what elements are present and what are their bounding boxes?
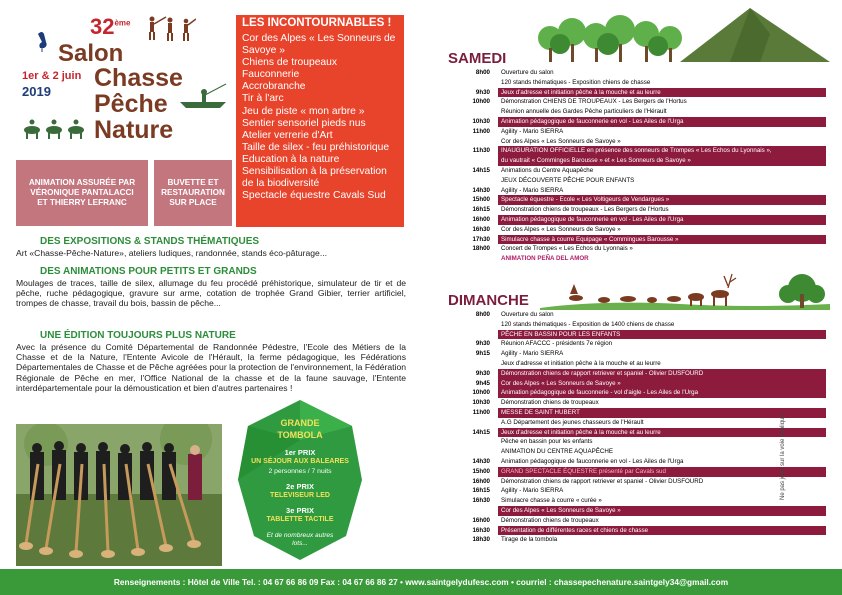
schedule-time: 10h00	[472, 389, 490, 397]
schedule-event: Cor des Alpes « Les Sonneurs de Savoye »	[498, 506, 826, 516]
schedule-event: Pêche en bassin pour les enfants	[501, 438, 593, 446]
samedi-schedule-row	[418, 137, 826, 147]
incontournable-item: Spectacle équestre Cavals Sud	[242, 190, 386, 202]
schedule-time: 14h30	[472, 457, 490, 465]
schedule-event: Démonstration chiens de rapport retriever et spaniel - Olivier DUSFOURD	[501, 477, 704, 485]
schedule-time: 14h15	[472, 428, 490, 436]
samedi-schedule-row	[418, 127, 826, 137]
schedule-time: 17h30	[472, 235, 490, 243]
alphorn-players-illustration	[16, 424, 222, 566]
schedule-event: 120 stands thématiques - Exposition chiens de chasse	[501, 78, 651, 86]
schedule-time: 15h00	[472, 467, 490, 475]
schedule-time: 16h00	[472, 477, 490, 485]
samedi-schedule-row	[418, 107, 826, 117]
incontournable-item: Tir à l'arc	[242, 93, 284, 105]
dimanche-schedule-row	[418, 516, 826, 526]
schedule-time: 16h30	[472, 497, 490, 505]
schedule-time: 9h30	[475, 369, 490, 377]
samedi-schedule-row	[418, 225, 826, 235]
schedule-event: Animation pédagogique de fauconnerie en vol - Les Ailes de l'Urga	[501, 457, 684, 465]
schedule-event: GRAND SPECTACLE ÉQUESTRE présenté par Cavals sud	[498, 467, 826, 477]
schedule-time: 18h30	[472, 536, 490, 544]
footer	[0, 569, 842, 595]
schedule-time: 10h30	[472, 399, 490, 407]
edition-number: 32	[90, 14, 115, 39]
prize-3-line: TABLETTE TACTILE	[266, 516, 334, 523]
schedule-time: 11h00	[472, 408, 490, 416]
animation-text: ANIMATION ASSURÉE PAR VÉRONIQUE PANTALACCI ET THIERRY LEFRANC	[28, 178, 136, 207]
schedule-event: Agility - Mario SIERRA	[501, 186, 564, 194]
samedi-schedule-row	[418, 235, 826, 245]
dimanche-schedule-row	[418, 339, 826, 349]
schedule-time: 10h30	[472, 117, 490, 125]
dimanche-title: DIMANCHE	[448, 292, 529, 309]
dimanche-schedule-row	[418, 379, 826, 389]
samedi-schedule-row	[418, 68, 826, 78]
footer-text: Renseignements : Hôtel de Ville Tel. : 04 67 66 86 09 Fax : 04 67 66 86 27 • www.saintgelydufesc.com • courriel : chassepechenature.saintgely34@gmail.com	[113, 577, 729, 587]
schedule-time: 16h00	[472, 516, 490, 524]
dimanche-schedule-row	[418, 349, 826, 359]
dimanche-schedule-row	[418, 506, 826, 516]
dimanche-schedule-row	[418, 486, 826, 496]
schedule-time: 14h15	[472, 166, 490, 174]
schedule-time: 11h00	[472, 127, 490, 135]
incontournable-item: Taille de silex - feu préhistorique	[242, 141, 390, 153]
prize-1-line1: UN SÉJOUR AUX BALEARES	[251, 458, 349, 465]
dimanche-schedule-row	[418, 408, 826, 418]
schedule-time: 9h30	[475, 88, 490, 96]
dimanche-schedule-row	[418, 496, 826, 506]
edition-title: UNE ÉDITION TOUJOURS PLUS NATURE	[40, 330, 236, 341]
schedule-event: Cor des Alpes « Les Sonneurs de Savoye »	[498, 379, 826, 389]
buvette-text: BUVETTE ET RESTAURATION SUR PLACE	[161, 178, 225, 207]
tombola-more: Et de nombreux autres lots...	[266, 532, 334, 547]
dimanche-schedule-row	[418, 310, 826, 320]
schedule-event: MESSE DE SAINT HUBERT	[498, 408, 826, 418]
incontournable-item: Chiens de troupeaux	[242, 57, 338, 69]
hunters-silhouette-icon	[146, 14, 196, 42]
samedi-schedule-row	[418, 117, 826, 127]
incontournable-item: Sensibilisation à la préservation de la biodiversité	[242, 166, 387, 190]
schedule-event: JEUX DÉCOUVERTE PÊCHE POUR ENFANTS	[501, 176, 635, 184]
schedule-event: Réunion AFACCC - présidents 7e région	[501, 340, 613, 348]
samedi-schedule-row	[418, 176, 826, 186]
dimanche-schedule-row	[418, 457, 826, 467]
schedule-time: 16h00	[472, 215, 490, 223]
schedule-event: Démonstration chiens de troupeaux	[501, 516, 599, 524]
hunting-horses-icon	[22, 112, 92, 142]
schedule-event: Démonstration chiens de troupeaux	[501, 399, 599, 407]
schedule-event: Jeux d'adresse et initiation pêche à la mouche et au leurre	[501, 359, 661, 367]
tombola-badge	[238, 400, 362, 560]
samedi-schedule-row	[418, 254, 826, 264]
schedule-event: Concert de Trompes « Les Echos du Lyonnais »	[501, 245, 633, 253]
schedule-event: Agility - Mario SIERRA	[501, 350, 564, 358]
dimanche-schedule-row	[418, 398, 826, 408]
schedule-event: Cor des Alpes « Les Sonneurs de Savoye »	[501, 225, 621, 233]
schedule-time: 16h15	[472, 206, 490, 214]
schedule-event: Simulacre chasse à courre Equipage « Commingues Barousse »	[498, 235, 826, 245]
incontournable-item: Cor des Alpes « Les Sonneurs de Savoye »	[242, 33, 396, 57]
dimanche-schedule-row	[418, 330, 826, 340]
samedi-schedule-row	[418, 78, 826, 88]
samedi-schedule-row	[418, 166, 826, 176]
samedi-schedule	[418, 68, 826, 264]
prize-2-rank: 2e PRIX	[286, 482, 314, 491]
schedule-event: INAUGURATION OFFICIELLE en présence des sonneurs de Trompes « Les Echos du Lyonnais »,	[498, 146, 826, 156]
incontournable-item: Sentier sensoriel pieds nus	[242, 117, 366, 129]
logo	[18, 14, 233, 154]
forest-mountain-illustration	[530, 4, 830, 62]
buvette-box	[154, 160, 232, 226]
schedule-event: Réunion annuelle des Gardes Pêche particuliers de l'Hérault	[501, 108, 667, 116]
alphorn-photo	[16, 424, 222, 566]
schedule-event: ANIMATION DU CENTRE AQUAPÊCHE	[501, 448, 613, 456]
expo-title: DES EXPOSITIONS & STANDS THÉMATIQUES	[40, 236, 260, 247]
schedule-time: 18h00	[472, 245, 490, 253]
prize-1-line2: 2 personnes / 7 nuits	[268, 468, 332, 475]
schedule-event: Démonstration chiens de rapport retriever et spaniel - Olivier DUSFOURD	[498, 369, 826, 379]
schedule-event: Ouverture du salon	[501, 311, 554, 318]
logo-nature: Nature	[94, 116, 174, 144]
dimanche-schedule-row	[418, 447, 826, 457]
logo-year: 2019	[22, 84, 51, 99]
edition-text: Avec la présence du Comité Départemental de Randonnée Pédestre, l'Ecole des Métiers de la Chasse et de la Nature, l'Entente Avicole de l'Hérault, la ferme pédagogique, les Fédérations Départementales de Chasse et de Pêche agréées pour la protection de l'environnement, la Fédération Régionale de Pêche en mer, l'Office National de la chasse et de la faune sauvage, l'Entente interdépartementale pour la démoustication et bien d'autres partenaires !	[16, 342, 406, 393]
samedi-schedule-row	[418, 205, 826, 215]
schedule-event: Simulacre chasse à courre « curée »	[501, 497, 602, 505]
schedule-time: 15h00	[472, 196, 490, 204]
schedule-event: Présentation de différentes races et chiens de chasse	[498, 526, 826, 536]
schedule-event: 120 stands thématiques - Exposition de 1400 chiens de chasse	[501, 320, 675, 328]
schedule-event: Démonstration CHIENS DE TROUPEAUX - Les Bergers de l'Hortus	[501, 98, 687, 106]
incontournable-item: Accrobranche	[242, 81, 306, 93]
animations-text: Moulages de traces, taille de silex, allumage du feu procédé préhistorique, simulateur de tir et de pêche, ruche pédagogique, gravure sur arme, cotation de trophée Grand Gibier, terrier artificiel, trompes de chasse, travail du bois, bassin de pêche...	[16, 278, 406, 309]
schedule-event: Cor des Alpes « Les Sonneurs de Savoye »	[501, 137, 621, 145]
schedule-event: Démonstration chiens de troupeaux - Les Bergers de l'Hortus	[501, 206, 669, 214]
schedule-time: 9h15	[475, 350, 490, 358]
prize-3-rank: 3e PRIX	[286, 506, 314, 515]
incontournables-title: LES INCONTOURNABLES !	[242, 17, 392, 29]
fisherman-boat-icon	[178, 82, 228, 110]
dimanche-schedule-row	[418, 369, 826, 379]
dimanche-schedule-row	[418, 437, 826, 447]
schedule-event: Ouverture du salon	[501, 69, 554, 76]
schedule-time: 9h30	[475, 340, 490, 348]
tombola-title-1: GRANDE	[280, 418, 320, 428]
dimanche-schedule-row	[418, 477, 826, 487]
schedule-event: du vautrait « Comminges Barousse » et « Les Sonneurs de Savoye »	[498, 156, 826, 166]
schedule-time: 16h15	[472, 487, 490, 495]
schedule-event: Tirage de la tombola	[501, 536, 558, 544]
dimanche-schedule-row	[418, 359, 826, 369]
samedi-schedule-row	[418, 244, 826, 254]
schedule-time: 16h30	[472, 225, 490, 233]
dimanche-schedule-row	[418, 428, 826, 438]
tombola-title-2: TOMBOLA	[277, 430, 323, 440]
schedule-event: Animation pédagogique de fauconnerie en vol - Les Ailes de l'Urga	[498, 117, 826, 127]
incontournable-item: Jeu de piste « mon arbre »	[242, 105, 365, 117]
animation-box	[16, 160, 148, 226]
schedule-time: 11h30	[472, 147, 490, 155]
prize-1-rank: 1er PRIX	[284, 448, 316, 457]
dimanche-schedule-row	[418, 320, 826, 330]
samedi-schedule-row	[418, 215, 826, 225]
samedi-schedule-row	[418, 97, 826, 107]
dimanche-schedule-row	[418, 418, 826, 428]
samedi-schedule-row	[418, 156, 826, 166]
schedule-event: Jeux d'adresse et initiation pêche à la mouche et au leurre	[498, 428, 826, 438]
dimanche-schedule-row	[418, 526, 826, 536]
wildlife-silhouettes-illustration	[540, 270, 830, 310]
animations-title: DES ANIMATIONS POUR PETITS ET GRANDS	[40, 266, 257, 277]
incontournables-box	[236, 15, 404, 227]
incontournable-item: Atelier verrerie d'Art	[242, 129, 333, 141]
prize-2-line: TELEVISEUR LED	[270, 492, 330, 499]
schedule-event: Agility - Mario SIERRA	[501, 487, 564, 495]
schedule-event: Animation pédagogique de fauconnerie en vol - Les Ailes de l'Urga	[498, 215, 826, 225]
dimanche-schedule-row	[418, 388, 826, 398]
samedi-schedule-row	[418, 195, 826, 205]
dimanche-schedule-row	[418, 467, 826, 477]
dimanche-schedule-row	[418, 535, 826, 545]
expo-text: Art «Chasse-Pêche-Nature», ateliers ludiques, randonnée, stands éco-pâturage...	[16, 248, 327, 258]
logo-salon: Salon	[58, 40, 124, 67]
schedule-event: Spectacle équestre - Ecole « Les Voltigeurs de Vendargues »	[498, 195, 826, 205]
samedi-schedule-row	[418, 186, 826, 196]
samedi-title: SAMEDI	[448, 50, 507, 67]
incontournables-list	[236, 33, 404, 202]
schedule-time: 8h00	[475, 311, 490, 318]
schedule-event: Agility - Mario SIERRA	[501, 127, 564, 135]
side-note: Ne pas jeter sur la voie publique	[780, 414, 786, 500]
logo-dates: 1er & 2 juin	[22, 70, 82, 82]
schedule-time: 16h30	[472, 526, 490, 534]
schedule-event: PÊCHE EN BASSIN POUR LES ENFANTS	[498, 330, 826, 340]
heron-icon	[34, 30, 54, 52]
schedule-event: Jeux d'adresse et initiation pêche à la mouche et au leurre	[498, 88, 826, 98]
schedule-time: 10h00	[472, 98, 490, 106]
schedule-event: Animation pédagogique de fauconnerie - vol d'aigle - Les Ailes de l'Urga	[498, 388, 826, 398]
logo-peche: Pêche	[94, 90, 168, 118]
incontournable-item: Education à la nature	[242, 153, 340, 165]
schedule-event: ANIMATION PEÑA DEL AMOR	[501, 255, 589, 263]
schedule-event: Animations du Centre Aquapêche	[501, 166, 594, 174]
schedule-time: 8h00	[475, 69, 490, 76]
schedule-event: A.G Département des jeunes chasseurs de l'Hérault	[501, 418, 644, 426]
incontournable-item: Fauconnerie	[242, 69, 300, 81]
schedule-time: 14h30	[472, 186, 490, 194]
logo-chasse: Chasse	[94, 64, 183, 92]
schedule-time: 9h45	[475, 379, 490, 387]
edition-sup: ème	[114, 18, 131, 28]
samedi-schedule-row	[418, 146, 826, 156]
dimanche-schedule	[418, 310, 826, 545]
samedi-schedule-row	[418, 88, 826, 98]
